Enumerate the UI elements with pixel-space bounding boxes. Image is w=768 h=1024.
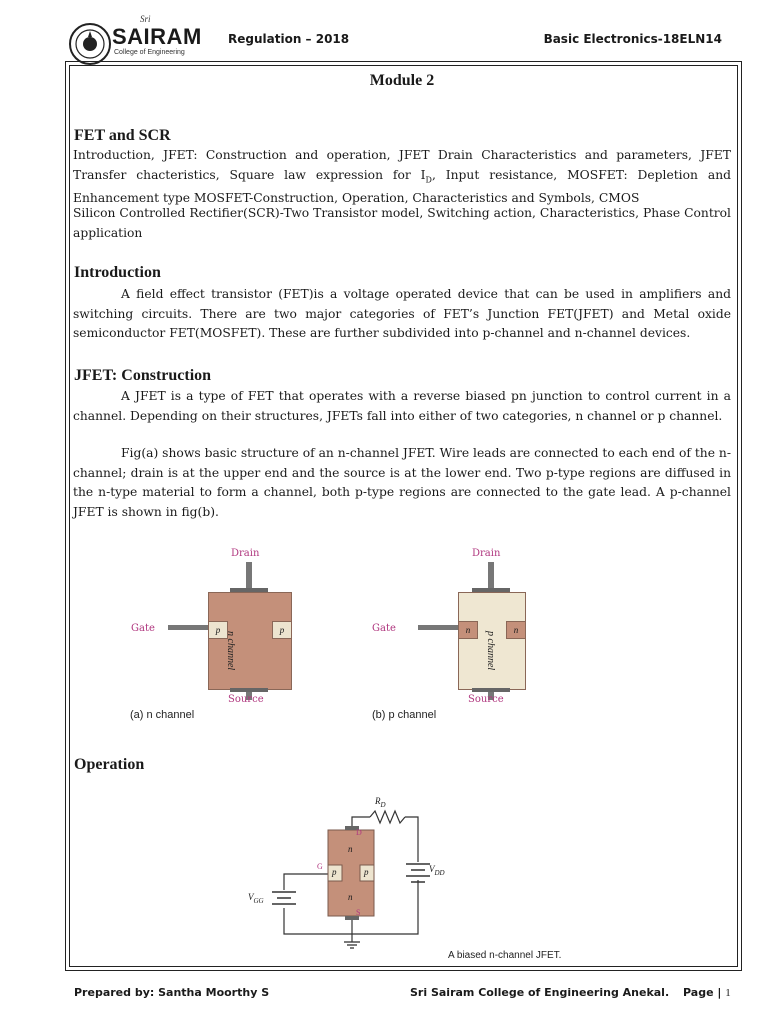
n-channel-drain-lead (246, 562, 252, 590)
jfet-structure-figure (120, 545, 640, 725)
p-region-left-label: p (332, 867, 337, 877)
p-channel-left-n-region: n (458, 621, 478, 639)
module-title: Module 2 (369, 72, 435, 89)
logo-subtitle: College of Engineering (114, 49, 185, 56)
heading-introduction: Introduction (74, 264, 161, 281)
logo-name: SAIRAM (112, 24, 202, 49)
regulation-text: Regulation – 2018 (228, 32, 350, 46)
heading-jfet-construction: JFET: Construction (74, 367, 212, 384)
heading-fet-scr: FET and SCR (74, 127, 171, 144)
p-channel-drain-lead (488, 562, 494, 590)
page-number: 1 (725, 987, 731, 999)
biased-jfet-circuit (240, 792, 580, 967)
p-channel-right-n-region: n (506, 621, 526, 639)
course-code: Basic Electronics-18ELN14 (543, 32, 722, 46)
p-region-right-label: p (364, 867, 369, 877)
p-channel-drain-label: Drain (472, 548, 501, 559)
p-channel-gate-label: Gate (372, 623, 396, 634)
footer-page (683, 986, 731, 999)
n-channel-gate-label: Gate (131, 623, 155, 634)
n-region-bottom-label: n (348, 892, 353, 902)
rd-label: $R_D$ (375, 796, 386, 809)
page-label: Page | (683, 986, 722, 999)
p-channel-source-label: Source (468, 694, 504, 705)
n-region-top-label: n (348, 844, 353, 854)
footer-college: Sri Sairam College of Engineering Anekal. (410, 986, 670, 999)
n-channel-right-p-region: p (272, 621, 292, 639)
biased-jfet-figure (240, 792, 580, 967)
n-channel-caption: (a) n channel (130, 709, 195, 721)
n-channel-drain-label: Drain (231, 548, 260, 559)
page-header (0, 0, 768, 62)
p-channel-channel-label: p channel (485, 631, 496, 671)
jfet-construction-paragraph-2: Fig(a) shows basic structure of an n-channel JFET. Wire leads are connected to each end of the n-channel; drain is at the upper end and the source is at the lower end. Two p-type regions are diffused in the n-type material to form a channel, both p-type regions are connected to the gate lead. A p-channel JFET is shown in fig(b). (73, 446, 731, 519)
gate-terminal-label: G (317, 862, 323, 871)
vdd-label: $V_{DD}$ (429, 864, 445, 877)
n-channel-body (208, 592, 292, 690)
n-channel-source-label: Source (228, 694, 264, 705)
n-channel-gate-lead (168, 625, 208, 630)
logo-sri: Sri (140, 14, 151, 24)
heading-operation: Operation (74, 756, 145, 773)
p-channel-caption: (b) p channel (372, 709, 437, 721)
vgg-label: $V_{GG}$ (248, 892, 264, 905)
jfet-construction-paragraph-1: A JFET is a type of FET that operates with a reverse biased pn junction to control current in a channel. Depending on their structures, JFETs fall into either of two categories, n channel or p channel. (73, 389, 731, 423)
fet-syllabus-paragraph: Introduction, JFET: Construction and operation, JFET Drain Characteristics and parameters, JFET Transfer chacteristics, Square law expression for $I_D$, Input resistance, MOSFET: Depletion and Enhancement type MOSFET-Construction, Operation, Characteristics and Symbols, CMOS (73, 148, 731, 206)
footer-prepared-by: Prepared by: Santha Moorthy S (74, 986, 270, 999)
source-terminal-label: S (356, 908, 361, 917)
introduction-paragraph: A field effect transistor (FET)is a voltage operated device that can be used in amplifiers and switching circuits. There are two major categories of FET’s Junction FET(JFET) and Metal oxide semiconductor FET(MOSFET). These are further subdivided into p-channel and n-channel devices. (73, 287, 731, 340)
college-logo-icon (68, 22, 112, 66)
n-channel-left-p-region: p (208, 621, 228, 639)
drain-terminal-label: D (356, 828, 362, 837)
biased-jfet-caption: A biased n-channel JFET. (448, 950, 562, 961)
scr-syllabus-paragraph: Silicon Controlled Rectifier(SCR)-Two Transistor model, Switching action, Characteristics, Phase Control application (73, 206, 731, 240)
p-channel-gate-lead (418, 625, 458, 630)
n-channel-channel-label: n channel (225, 631, 236, 671)
